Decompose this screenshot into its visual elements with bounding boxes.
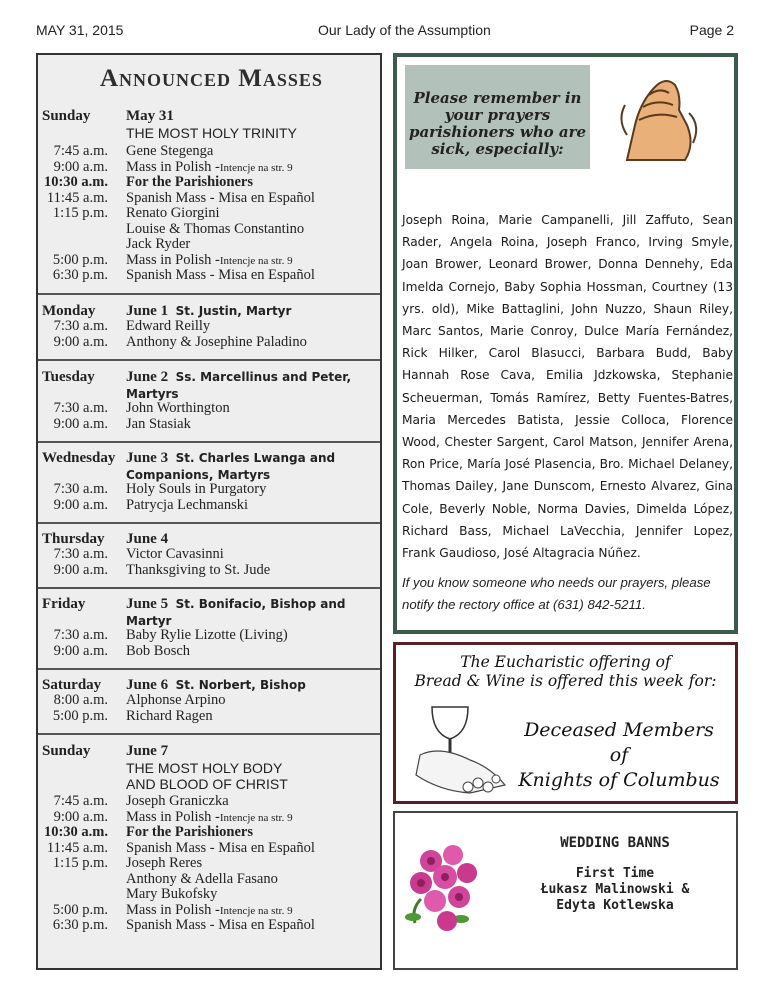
announced-masses-panel: Announced Masses Sunday May 31 THE MOST HOLY TRINITY 7:45 a.m. Gene Stegenga 9:00 a.m. Mass in Polish -Intencje na str. 9 10:30 a.m. For the Parishioners 11:45 a.m. Spanish Mass - Misa en Español 1:15 p.m. Renato Giorgini Louise & Thomas Constantino Jack Ryder 5:00 p.m. Mass in Polish -Intencje na str. 9 6:30 p.m. Spanish Mass - Misa en Español Monday June 1 St. Justin, Martyr 7:30 a.m. Edward Reilly 9:00 a.m. Anthony & Josephine Paladino Tuesday June 2 Ss. Marcellinus and Peter, Martyrs 7:30 a.m. John Worthington 9:00 a.m. Jan Stasiak Wednesday June 3 St. Charles Lwanga and Companions, Martyrs 7:30 a.m. Holy Souls in Purgatory 9:00 a.m. Patrycja Lechmanski Thursday June 4 7:30 a.m. Victor Cavasinni 9:00 a.m. Thanksgiving to St. Jude Friday June 5 St. Bonifacio, Bishop and Martyr 7:30 a.m. Baby Rylie Lizotte (Living) 9:00 a.m. Bob Bosch Saturday June 6 St. Norbert, Bishop 8:00 a.m. Alphonse Arpino 5:00 p.m. Richard Ragen Sunday June 7 THE MOST HOLY BODY AND BLOOD OF CHRIST 7:45 a.m. Joseph Graniczka 9:00 a.m. Mass in Polish -Intencje na str. 9 10:30 a.m. For the Parishioners 11:45 a.m. Spanish Mass - Misa en Español 1:15 p.m. Joseph Reres Anthony & Adella Fasano Mary Bukofsky 5:00 p.m. Mass in Polish -Intencje na str. 9 6:30 p.m. Spanish Mass - Misa en Español: [36, 53, 382, 970]
day-name: Saturday: [42, 677, 102, 693]
day-name: Wednesday: [42, 450, 116, 466]
eucharistic-offering-panel: [393, 642, 738, 804]
day-date: June 3 St. Charles Lwanga and Companions, Martyrs: [126, 450, 336, 482]
masses-title: Announced Masses: [100, 65, 323, 92]
prayer-request-note: If you know someone who needs our prayers, please notify the rectory office at (631) 842-5211.: [402, 575, 711, 612]
wedding-banns-panel: [393, 811, 738, 970]
day-name: Thursday: [42, 531, 105, 547]
day-date: June 2 Ss. Marcellinus and Peter, Martyrs: [126, 369, 351, 401]
wedding-banns-title: WEDDING BANNS: [560, 835, 670, 851]
day-date: June 6 St. Norbert, Bishop: [126, 677, 306, 693]
prayer-names-list: Joseph Roina, Marie Campanelli, Jill Zaffuto, Sean Rader, Angela Roina, Joseph Franco, Irving Smyle, Joan Brower, Leonard Brower, Donna Dennehy, Eda Imelda Cornejo, Baby Sophia Hossman, Courtney (13 yrs. old), Mike Battaglini, John Nuzzo, Shaun Riley, Marc Santos, Marie Conroy, Dulce María Fernández, Rick Hilker, Carol Blasucci, Barbara Budd, Baby Hannah Rose Cava, Emilia Jdzkowska, Stephanie Scheuerman, Tomás Ramírez, Betty Fuentes-Batres, Maria Mercedes Batista, Jessie Colloca, Florence Wood, Chester Sargent, Carol Matson, Jennifer Arena, Ron Price, María José Plasencia, Bro. Michael Delaney, Thomas Dailey, Jane Dunscom, Ernesto Alvarez, Gina Cole, Beverly Noble, Norma Davies, Dimelda López, Richard Bass, Michael LaVecchia, Jennifer Lopez, Frank Gaudioso, José Altagracia Núñez.: [402, 213, 733, 561]
day-date: May 31 THE MOST HOLY TRINITY: [126, 108, 297, 141]
prayer-heading-box: [405, 65, 590, 169]
parish-name: Our Lady of the Assumption: [318, 22, 491, 38]
page-number: Page 2: [689, 22, 734, 38]
roses-icon: [401, 839, 485, 939]
feast-name: AND BLOOD OF CHRIST: [126, 776, 288, 792]
prayer-list-panel: [393, 53, 738, 634]
bulletin-date: MAY 31, 2015: [36, 22, 124, 38]
feast-name: THE MOST HOLY BODY: [126, 760, 283, 776]
wedding-banns-couple: First Time Łukasz Malinowski & Edyta Kotlewska: [540, 866, 690, 913]
divider: [38, 293, 380, 295]
day-name: Sunday: [42, 743, 91, 759]
day-name: Friday: [42, 596, 86, 612]
day-date: June 1 St. Justin, Martyr: [126, 303, 292, 319]
praying-hands-icon: [597, 65, 722, 169]
prayer-title: Please remember in your prayers parishioners who are sick, especially:: [408, 89, 587, 158]
day-date: June 7 THE MOST HOLY BODY AND BLOOD OF CHRIST: [126, 743, 288, 792]
feast-name: THE MOST HOLY TRINITY: [126, 125, 297, 141]
divider: [38, 522, 380, 524]
chalice-icon: [410, 705, 510, 797]
eucharist-title: The Eucharistic offering of Bread & Wine is offered this week for:: [414, 653, 717, 690]
eucharist-dedication: Deceased Members of Knights of Columbus: [518, 719, 720, 791]
day-date: June 4: [126, 531, 169, 547]
day-name: Monday: [42, 303, 96, 319]
divider: [38, 587, 380, 589]
divider: [38, 668, 380, 670]
divider: [38, 359, 380, 361]
day-name: Tuesday: [42, 369, 95, 385]
divider: [38, 733, 380, 735]
divider: [38, 441, 380, 443]
day-name: Sunday: [42, 108, 91, 124]
day-date: June 5 St. Bonifacio, Bishop and Martyr: [126, 596, 346, 628]
